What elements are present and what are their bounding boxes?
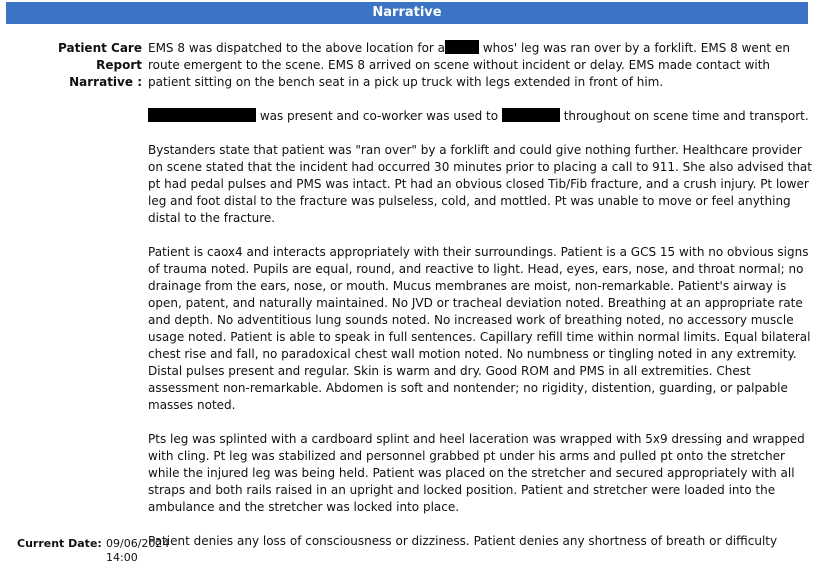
current-date: 09/06/2024: [106, 537, 170, 550]
section-header: [6, 2, 808, 24]
paragraph-1-text-a: EMS 8 was dispatched to the above location for a: [148, 41, 446, 55]
narrative-paragraph-4: Patient is caox4 and interacts appropriately with their surroundings. Patient is a GCS 15 with no obvious signs of trauma noted. Pupils are equal, round, and reactive to light. Head, eyes, ears, nose, and throat normal; no drainage from the ears, nose, or mouth. Mucus membranes are moist, non-remarkable. Patient's airway is open, patent, and naturally maintained. No JVD or tracheal deviation noted. Breathing at an appropriate rate and depth. No adventitious lung sounds noted. No increased work of breathing noted, no accessory muscle usage noted. Patient is able to speak in full sentences. Capillary refill time within normal limits. Equal bilateral chest rise and fall, no paradoxical chest wall motion noted. No numbness or tingling noted in any extremity. Distal pulses present and regular. Skin is warm and dry. Good ROM and PMS in all extremities. Chest assessment non-remarkable. Abdomen is soft and nontender; no rigidity, distention, guarding, or palpable masses noted.: [148, 245, 811, 412]
narrative-paragraph-5: Pts leg was splinted with a cardboard splint and heel laceration was wrapped with 5x9 dressing and wrapped with cling. Pt leg was stabilized and personnel grabbed pt under his arms and pulled pt onto the stretcher while the injured leg was being held. Patient was placed on the stretcher and secured appropriately with all straps and both rails raised in an upright and locked position. Patient and stretcher were loaded into the ambulance and the stretcher was locked into place.: [148, 432, 805, 514]
narrative-paragraph-1: [148, 40, 813, 91]
current-date-label: Current Date:: [17, 537, 102, 550]
paragraph-2-text-b: throughout on scene time and transport.: [559, 109, 809, 123]
narrative-field-label: [8, 40, 142, 91]
redaction-block: [445, 40, 479, 54]
current-time: 14:00: [106, 551, 138, 564]
current-date-value: [106, 537, 169, 565]
paragraph-2-text-a: was present and co-worker was used to: [256, 109, 502, 123]
narrative-paragraph-2: [148, 108, 813, 125]
narrative-paragraph-3: Bystanders state that patient was "ran over" by a forklift and could give nothing further. Healthcare provider on scene stated that the incident had occurred 30 minutes prior to placing a call to 911. She also advised that pt had pedal pulses and PMS was intact. Pt had an obvious closed Tib/Fib fracture, and a crush injury. Pt lower leg and foot distal to the fracture was pulseless, cold, and mottled. Pt was unable to move or feel anything distal to the fracture.: [148, 143, 812, 225]
paragraph-1-text-b: whos' leg was ran over by a forklift. EMS 8 went en route emergent to the scene. EMS 8 arrived on scene without incident or delay. EMS made contact with patient sitting on the bench seat in a pick up truck with legs extended in front of him.: [148, 41, 790, 89]
narrative-text: [148, 40, 813, 567]
redaction-block: [502, 108, 560, 122]
section-title: Narrative: [372, 5, 442, 20]
narrative-paragraph-6: Patient denies any loss of consciousness or dizziness. Patient denies any shortness of breath or difficulty: [148, 534, 778, 548]
narrative-label-line-1: Patient Care Report: [58, 41, 142, 72]
narrative-label-line-2: Narrative :: [69, 75, 142, 89]
redaction-block: [148, 108, 256, 122]
